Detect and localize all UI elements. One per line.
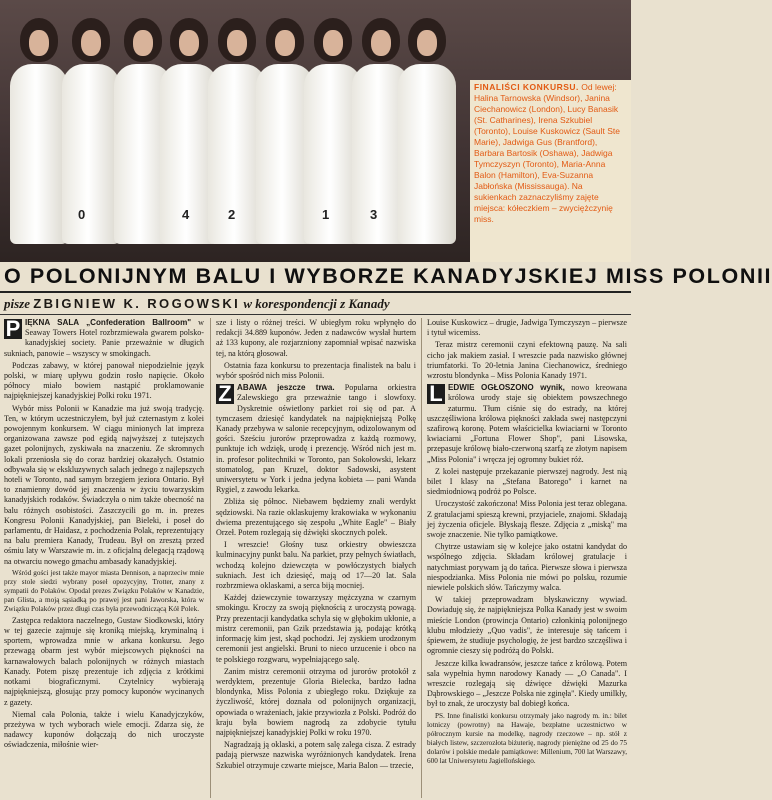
dress-number: 0 bbox=[78, 207, 86, 222]
paragraph: I wreszcie! Głośny tusz orkiestry obwieszcza kulminacyjny punkt balu. Na parkiet, przy pełnych światłach, wchodzą kolejno dziewczęta w powłóczystych białych sukniach. Jest ich dziesięć, mają od 17—20 lat. Sala rozbrzmiewa oklaskami, a serca biją mocniej. bbox=[216, 540, 416, 591]
article-column-2 bbox=[216, 318, 416, 798]
paragraph: Jeszcze kilka kwadransów, jeszcze tańce z królową. Potem sala wypełnia hymn narodowy Kanady — „O Canada". I wreszcie rozlegają się dźwięce dźwięki Mazurka Dąbrowskiego – „Jeszcze Polska nie zginęła". Kiedy umilkły, był to znak, że uroczysty bal dobiegł końca. bbox=[427, 658, 627, 709]
paragraph: Popularna orkiestra Zalewskiego gra przeważnie tango i slowfoxy. Dyskretnie oświetlony parkiet roi się od par. A tymczasem dziesięć kandydatek na najpiękniejszą Polkę Kanady przebywa w salonie recepcyjnym, odizolowanym od gości. Sześciu jurorów przeprowadza z każdą rozmowy, punktuje ich wdzięk, urodę i prezencję. Wśród nich jest m. in. profesor politechniki w Toronto, pan Sokołowski, lekarz stomatolog, pan Kruzel, doktor Sadowski, asystent uniwersytetu w York i jedna jedyna kobieta — pani Wanda Rygiel, z zawodu lekarka. bbox=[216, 383, 416, 495]
drop-cap: P bbox=[5, 316, 21, 341]
paragraph: W takiej przeprowadzam błyskawiczny wywiad. Dowiaduję się, że najpiękniejsza Polka Kanady jest w swoim mieście London (prowincja Ontario) członkinią polonijnego klubu młodzieży „Quo vadis", że interesuje się tańcem i śpiewem, że studiuje psychologię, że jest bardzo szczęśliwa i ogromnie cieszy się podróżą do Polski. bbox=[427, 595, 627, 656]
article-headline: O POLONIJNYM BALU I WYBORZE KANADYJSKIEJ MISS POLONII bbox=[4, 264, 772, 288]
finalist-figure bbox=[62, 18, 120, 244]
paragraph: Zastępca redaktora naczelnego, Gustaw Siodkowski, który w tej gazecie zajmuje się kroniką miejską, kryminalną i sportem, wprowadza mnie w arkana konkursu. Jego przewagą obarm jest wybór miejscowych piękności na karnawałowych balach polonijnych w różnych miastach Kanady. Potem piszę prezentuje ich zdjęcia z krótkimi notkami biograficznymi. Czytelnicy wybierają najpiękniejszą, głosując przy pomocy kuponów wycinanych z gazety. bbox=[4, 615, 204, 707]
headline-rule bbox=[0, 291, 631, 293]
paragraph: Ostatnia faza konkursu to prezentacja finalistek na balu i wybór spośród nich miss Polonii. bbox=[216, 360, 416, 381]
byline-suffix: w korespondencji z Kanady bbox=[243, 296, 390, 311]
paragraph: Wybór miss Polonii w Kanadzie ma już swoją tradycję. Ten, w którym uczestniczyłem, był już czternastym z kolei powojennym konkursem. W ciągu minionych lat impreza organizowana zawsze pod egidą najwyższej z tutejszych gazet polonijnych, zyskiwała na znaczeniu. Ze skromnych lokali przeniosła się do coraz bardziej okazałych. Ostatnio odbywała się w ekskluzywnych salach jednego z najlepszych hoteli w Toronto, nad samym brzegiem jeziora Ontario. Był to znamienny dowód jej znaczenia w życiu towarzyskim kanadyjskich rodaków. Świadczyła o nim także obecność na balu różnych osobistości. Zaszczycili go m. in. prezes Kongresu Polonii Kanadyjskiej, pan Bieleki, i poseł do parlamentu, dr Haidasz, z pochodzenia Polak, reprezentujący na balu premiera Kanady, Trudeau. Był on zresztą przed ośmiu laty w Warszawie m. in. z oficjalną delegacją rządową na otwarciu nowego gmachu ambasady kanadyjskiej. bbox=[4, 403, 204, 566]
article-column-3 bbox=[427, 318, 627, 798]
paragraph: Uroczystość zakończona! Miss Polonia jest teraz oblegana. Z gratulacjami spieszą krewni, przyjaciele, znajomi. Składają jej życzenia oficjele. Błyskają flesze. Zdjęcia z „miską" ma swoje znaczenie. Nie tylko pamiątkowe. bbox=[427, 499, 627, 540]
finalist-figure bbox=[398, 18, 456, 244]
paragraph: Chytrze ustawiam się w kolejce jako ostatni kandydat do wspólnego zdjęcia. Składam królowej gratulacje i natychmiast porywam ją do tańca. Pierwsze słowa i pierwsza niespodzianka. Miss Polonia nie mówi po polsku, rozumie niewiele polskich słów. Tańczymy walca. bbox=[427, 542, 627, 593]
dress-number: 3 bbox=[370, 207, 378, 222]
column-divider bbox=[421, 318, 422, 798]
lead-in: IĘKNA SALA „Confederation Ballroom" bbox=[25, 318, 192, 327]
paragraph: Teraz mistrz ceremonii czyni efektowną pauzę. Na sali cicho jak makiem zasiał. I wreszcie pada nazwisko głównej triumfatorki. To 20-letnia Janina Ciechanowicz, średniego wzrostu blondynka – Miss Polonia Kanady 1971. bbox=[427, 340, 627, 381]
dress-number: 1 bbox=[322, 207, 330, 222]
paragraph: sze i listy o różnej treści. W ubiegłym roku wpłynęło do redakcji 34.889 kuponów. Jeden z nadawców wysłał hurtem aż 133 kupony, ale rozjarzniony zapomniał wpisać nazwiska tej, na którą głosował. bbox=[216, 318, 416, 358]
lead-in: EDWIE OGŁOSZONO wynik, bbox=[448, 383, 565, 393]
paragraph: Niemal cała Polonia, także i wielu Kanadyjczyków, przeżywa w tych wyborach wiele emocji. Zdarza się, że nadawcy kuponów dołączają do nich uroczyste oświadczenia, miłośnie wier- bbox=[4, 709, 204, 750]
paragraph: nowo kreowana królowa urody staje się obiektem powszechnego zaturmu. Tłum ciśnie się do estrady, na której uszczęśliwiona królowa piękności zakłada swej następczyni szafirową koronę. Potem właścicielka kwiaciarni w Toronto kwiaciarni „Fortuna Flower Shop", pani Lisowska, przepasuje królowę biało-czerwoną szarfą ze złotym napisem „Miss Polonia" i wręcza jej ogromny bukiet róż. bbox=[427, 383, 627, 464]
paragraph: Louise Kuskowicz – drugie, Jadwiga Tymczyszyn – pierwsze i tytuł wicemiss. bbox=[427, 318, 627, 338]
paragraph: Zanim mistrz ceremonii otrzyma od jurorów protokół z werdyktem, prezentuje Gloria Bielecka, bardzo ładna blondynka, Miss Polonia z ubiegłego roku. Dziękuje za życzliwość, której doznała od polonijnych organizacji, opowiada o wrażeniach, jakie przywiozła z Polski. Podróż do kraju była bowiem nagrodą za zdobycie tytułu najpiękniejszej kanadyjskiej Polki w roku 1970. bbox=[216, 666, 416, 737]
drop-cap: L bbox=[427, 384, 445, 404]
paragraph: Podczas zabawy, w której panował niepodzielnie język polski, w miarę upływu godzin rosło napięcie. Około północy miało bowiem nastąpić proklamowanie najpiękniejszej kanadyjskiej Polki roku 1971. bbox=[4, 360, 204, 401]
lead-in: ABAWA jeszcze trwa. bbox=[237, 383, 335, 393]
byline-rule bbox=[0, 314, 631, 315]
byline bbox=[4, 296, 631, 312]
paragraph-small: Wśród gości jest także mayor miasta Dennison, a naprzeciw mnie przy stole siedzi wybrany poseł opozycyjny, Trotter, znany z sympatii do Polaków. Opodal prezes Związku Polaków w Kanadzie, pan Glista, a moją sąsiadką po prawej jest pani Jaworska, która w Związku Polaków przez długi czas była przewodniczącą Kół Polek. bbox=[4, 568, 204, 613]
caption-text: Od lewej: Halina Tarnowska (Windsor), Janina Ciechanowicz (London), Lucy Banasik (St. Catharines), Irena Szkubiel (Toronto), Louise Kuskowicz (Sault Ste Marie), Jadwiga Gus (Brantford), Barbara Bartosik (Oshawa), Jadwiga Tymczyszyn (Toronto), Maria-Anna Balon (Hamilton), Eva-Suzanna Jabłońska (Mississauga). Na sukienkach zaznaczyliśmy zajęte miejsca: kółeczkiem – zwyciężczynię miss. bbox=[474, 82, 620, 224]
dress-number: 4 bbox=[182, 207, 190, 222]
paragraph: Każdej dziewczynie towarzyszy mężczyzna w czarnym smokingu. Kroczy za swoją pięknością z uroczystą powagą. Przy prezentacji kandydatka schyla się w głębokim ukłonie, a mistrz ceremonii, pan Gzik przedstawia ją, podając krótką informację kim jest, skąd pochodzi. Jej zyskiem urodzonym ceremonii jest angielski. Bruni to nieco urzucenie i obco na te polskiego rozgwaru, wypełniającego salę. bbox=[216, 593, 416, 664]
byline-prefix: pisze bbox=[4, 296, 30, 311]
paragraph-small: PS. Inne finalistki konkursu otrzymały jako nagrody m. in.: bilet lotniczy (powrotny) na Hawaje, bezpłatne uczestnictwo w półrocznym kursie na modelkę, nagrody rzeczowe – np. stół z białych listew, szczerozłota biżuterię, nagrody pieniężne od 25 do 75 dolarów i polskie medale pamiątkowe: Millenium, 700 lat Warszawy, 600 lat Uniwersytetu Jagiellońskiego. bbox=[427, 711, 627, 765]
paragraph: Z kolei następuje przekazanie pierwszej nagrody. Jest nią bilet I klasy na „Stefana Batorego" i karnet na siedmiodniową podróż po Polsce. bbox=[427, 466, 627, 497]
paragraph: Nagradzają ją oklaski, a potem salę zalega cisza. Z estrady padają pierwsze nazwiska wyróżnionych kandydatek. Irena Szkubiel otrzymuje czwarte miejsce, Maria Balon — trzecie, bbox=[216, 740, 416, 770]
byline-author: ZBIGNIEW K. ROGOWSKI bbox=[33, 296, 241, 311]
caption-title: FINALIŚCI KONKURSU. bbox=[474, 82, 579, 92]
photo-caption bbox=[474, 82, 626, 225]
dress-number: 2 bbox=[228, 207, 236, 222]
article-column-1 bbox=[4, 318, 204, 798]
paragraph: Zbliża się północ. Niebawem będziemy znali werdykt sędziowski. Na razie oklaskujemy krakowiaka w wykonaniu dwiema prezentującego się zespołu „White Eagle" – Biały Orzeł. Potem rozlegają się dźwięki skocznych polek. bbox=[216, 497, 416, 538]
column-divider bbox=[210, 318, 211, 798]
drop-cap: Z bbox=[216, 384, 234, 404]
finalist-figure bbox=[10, 18, 68, 244]
paragraph: w Seaway Towers Hotel rozbrzmiewała gwarem polsko-kanadyjskiej society. Panie przeważnie w długich sukniach, panowie – wszyscy w smokingach. bbox=[4, 318, 204, 358]
